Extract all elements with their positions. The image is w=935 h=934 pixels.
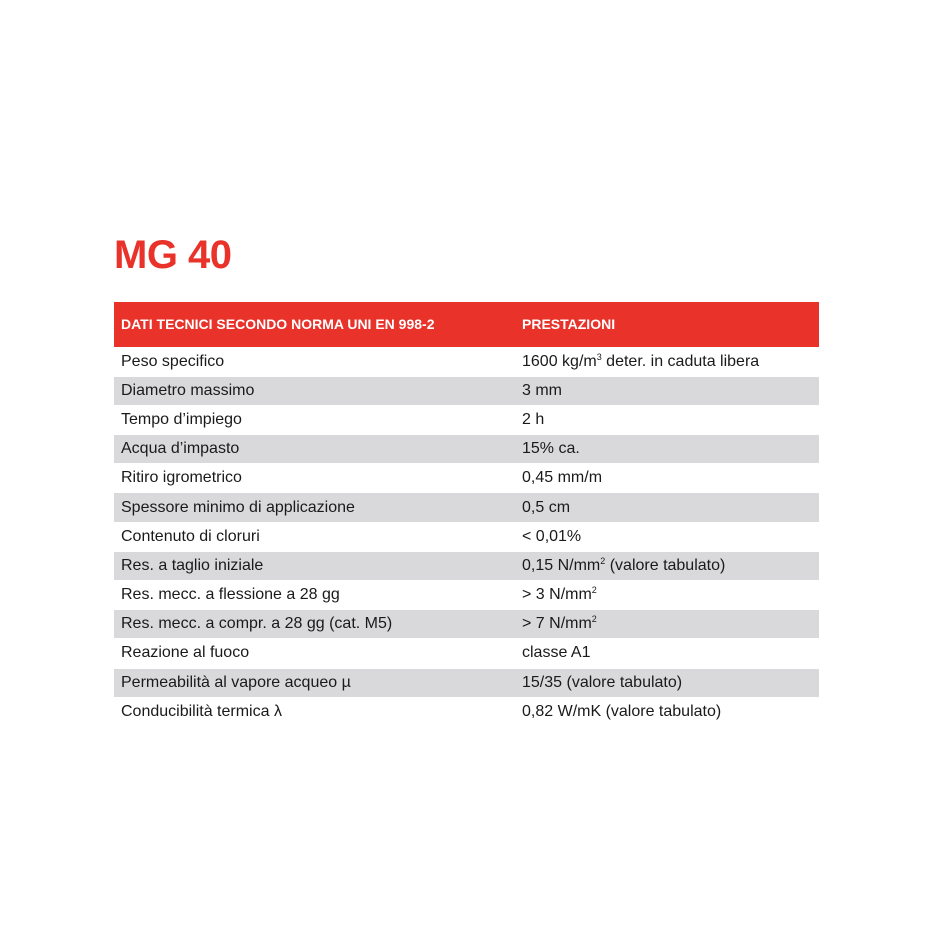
row-value [515, 668, 819, 697]
row-value-text: 0,82 W/mK (valore tabulato) [522, 703, 722, 721]
row-value-text: 0,15 N/mm [522, 556, 601, 574]
row-value-text: 0,45 mm/m [522, 469, 603, 487]
header-performance: PRESTAZIONI [522, 316, 616, 333]
row-label: Reazione al fuoco [114, 639, 515, 668]
row-value-text: classe A1 [522, 644, 591, 662]
row-value [515, 610, 819, 639]
row-value [515, 376, 819, 405]
row-value-text: < 0,01% [522, 527, 582, 545]
row-value [515, 697, 819, 726]
row-value-text: 2 h [522, 410, 545, 428]
row-value [515, 464, 819, 493]
row-label: Peso specifico [114, 347, 515, 376]
table-row [114, 464, 819, 493]
table-row [114, 376, 819, 405]
row-label: Spessore minimo di applicazione [114, 493, 515, 522]
row-label: Permeabilità al vapore acqueo µ [114, 668, 515, 697]
table-row [114, 493, 819, 522]
table-row [114, 435, 819, 464]
row-value-superscript: 2 [600, 555, 606, 566]
header-technical-data: DATI TECNICI SECONDO NORMA UNI EN 998-2 [121, 316, 435, 333]
row-value [515, 639, 819, 668]
table-row [114, 581, 819, 610]
row-label: Res. mecc. a flessione a 28 gg [114, 581, 515, 610]
row-value [515, 435, 819, 464]
table-row [114, 668, 819, 697]
row-label: Tempo d’impiego [114, 405, 515, 434]
table-body [114, 347, 819, 726]
row-value-suffix: deter. in caduta libera [601, 352, 760, 370]
row-value-text: > 3 N/mm [522, 586, 592, 604]
row-value-text: 3 mm [522, 381, 562, 399]
table-row [114, 551, 819, 580]
row-value-text: 15% ca. [522, 440, 580, 458]
row-label: Ritiro igrometrico [114, 464, 515, 493]
technical-data-table [114, 302, 819, 726]
row-value-superscript: 2 [591, 585, 597, 596]
row-value-suffix: (valore tabulato) [605, 556, 726, 574]
table-row [114, 697, 819, 726]
row-value [515, 522, 819, 551]
table-row [114, 347, 819, 376]
row-value [515, 551, 819, 580]
row-value-text: 15/35 (valore tabulato) [522, 673, 683, 691]
row-label: Diametro massimo [114, 376, 515, 405]
row-label: Contenuto di cloruri [114, 522, 515, 551]
row-value-text: > 7 N/mm [522, 615, 592, 633]
row-value-superscript: 3 [596, 351, 602, 362]
row-value [515, 493, 819, 522]
table-row [114, 522, 819, 551]
row-value [515, 405, 819, 434]
row-value-superscript: 2 [591, 614, 597, 625]
row-value-text: 0,5 cm [522, 498, 571, 516]
product-title: MG 40 [114, 233, 232, 277]
table-row [114, 639, 819, 668]
table-header-row [114, 302, 819, 347]
row-label: Res. mecc. a compr. a 28 gg (cat. M5) [114, 610, 515, 639]
table-row [114, 610, 819, 639]
row-value [515, 347, 819, 376]
row-label: Res. a taglio iniziale [114, 551, 515, 580]
row-label: Acqua d’impasto [114, 435, 515, 464]
table-row [114, 405, 819, 434]
row-value [515, 581, 819, 610]
row-value-text: 1600 kg/m [522, 352, 597, 370]
row-label: Conducibilità termica λ [114, 697, 515, 726]
